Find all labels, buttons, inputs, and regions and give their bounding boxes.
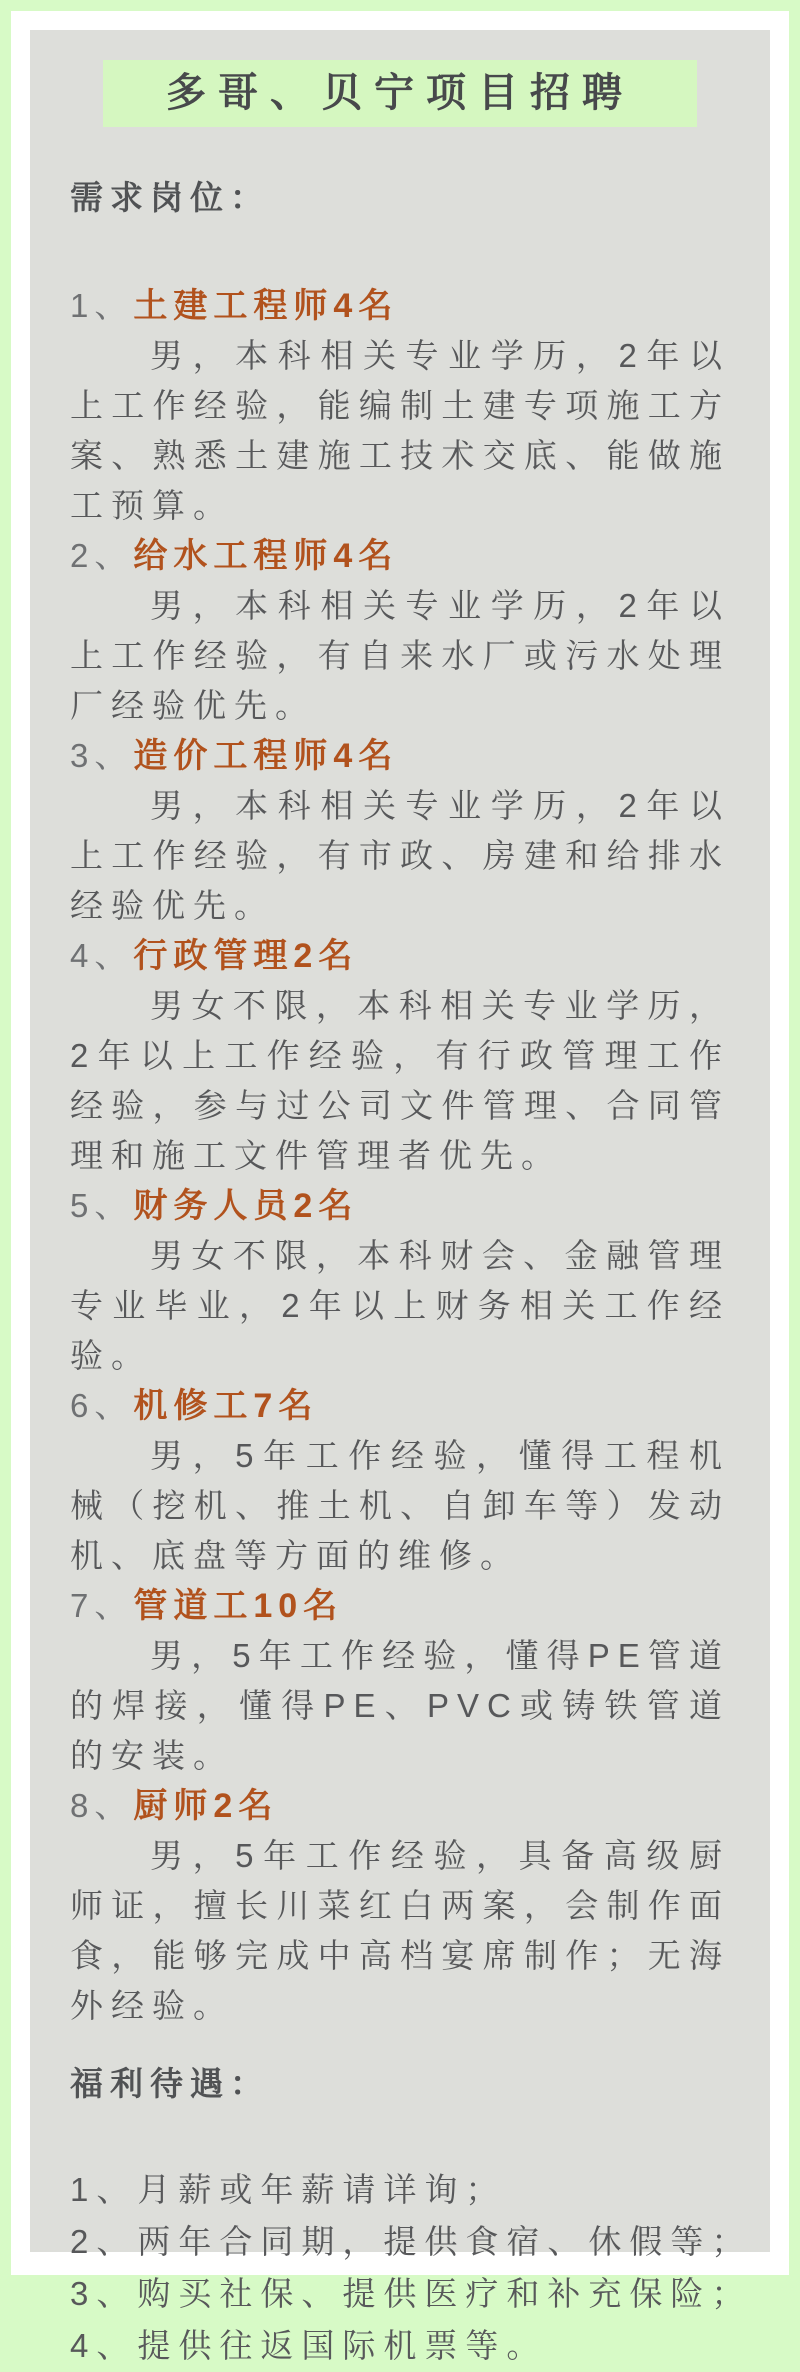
job-number: 2、	[70, 537, 134, 574]
benefit-item: 1、月薪或年薪请详询；	[70, 2171, 507, 2208]
job-heading	[70, 731, 730, 781]
job-section	[70, 731, 730, 931]
jobs-list	[70, 281, 730, 2031]
job-heading	[70, 1181, 730, 1231]
benefit-item: 2、两年合同期，提供食宿、休假等；	[70, 2223, 753, 2260]
job-title: 机修工7名	[133, 1387, 319, 1425]
job-heading	[70, 1581, 730, 1631]
job-description: 男，5年工作经验，懂得PE管道的焊接，懂得PE、PVC或铸铁管道的安装。	[70, 1637, 730, 1774]
job-number: 4、	[70, 937, 134, 974]
job-section	[70, 1181, 730, 1381]
benefits-list	[70, 2164, 753, 2372]
job-number: 3、	[70, 737, 134, 774]
white-frame	[11, 11, 789, 2364]
job-section	[70, 1781, 730, 2031]
benefit-item: 3、购买社保、提供医疗和补充保险；	[70, 2275, 753, 2312]
job-number: 7、	[70, 1587, 134, 1624]
benefits-section-label: 福利待遇：	[70, 2065, 270, 2102]
benefit-item: 4、提供往返国际机票等。	[70, 2327, 548, 2364]
job-number: 8、	[70, 1787, 134, 1824]
job-description: 男，本科相关专业学历，2年以上工作经验，能编制土建专项施工方案、熟悉土建施工技术交底、能做施工预算。	[70, 337, 730, 524]
job-title: 给水工程师4名	[133, 537, 399, 575]
job-section	[70, 931, 730, 1181]
job-section	[70, 1381, 730, 1581]
job-description: 男，5年工作经验，懂得工程机械（挖机、推土机、自卸车等）发动机、底盘等方面的维修。	[70, 1437, 730, 1574]
job-heading	[70, 931, 730, 981]
job-title: 厨师2名	[133, 1787, 279, 1825]
job-section	[70, 1581, 730, 1781]
job-description: 男女不限，本科相关专业学历，2年以上工作经验，有行政管理工作经验，参与过公司文件管理、合同管理和施工文件管理者优先。	[70, 987, 730, 1174]
job-description: 男女不限，本科财会、金融管理专业毕业，2年以上财务相关工作经验。	[70, 1237, 730, 1374]
job-description: 男，本科相关专业学历，2年以上工作经验，有市政、房建和给排水经验优先。	[70, 787, 730, 924]
job-title: 土建工程师4名	[133, 287, 399, 325]
job-section	[70, 281, 730, 531]
positions-section-label: 需求岗位：	[70, 179, 270, 216]
job-number: 6、	[70, 1387, 134, 1424]
job-description: 男，5年工作经验，具备高级厨师证，擅长川菜红白两案，会制作面食，能够完成中高档宴席制作；无海外经验。	[70, 1837, 730, 2024]
job-title: 行政管理2名	[133, 937, 359, 975]
job-number: 1、	[70, 287, 134, 324]
poster-title: 多哥、贝宁项目招聘	[166, 71, 634, 115]
job-number: 5、	[70, 1187, 134, 1224]
job-title: 造价工程师4名	[133, 737, 399, 775]
job-heading	[70, 1381, 730, 1431]
content-panel	[30, 30, 770, 2364]
job-heading	[70, 281, 730, 331]
job-description: 男，本科相关专业学历，2年以上工作经验，有自来水厂或污水处理厂经验优先。	[70, 587, 730, 724]
job-title: 财务人员2名	[133, 1187, 359, 1225]
title-banner	[103, 60, 697, 127]
job-heading	[70, 531, 730, 581]
job-section	[70, 531, 730, 731]
job-heading	[70, 1781, 730, 1831]
job-title: 管道工10名	[133, 1587, 344, 1625]
